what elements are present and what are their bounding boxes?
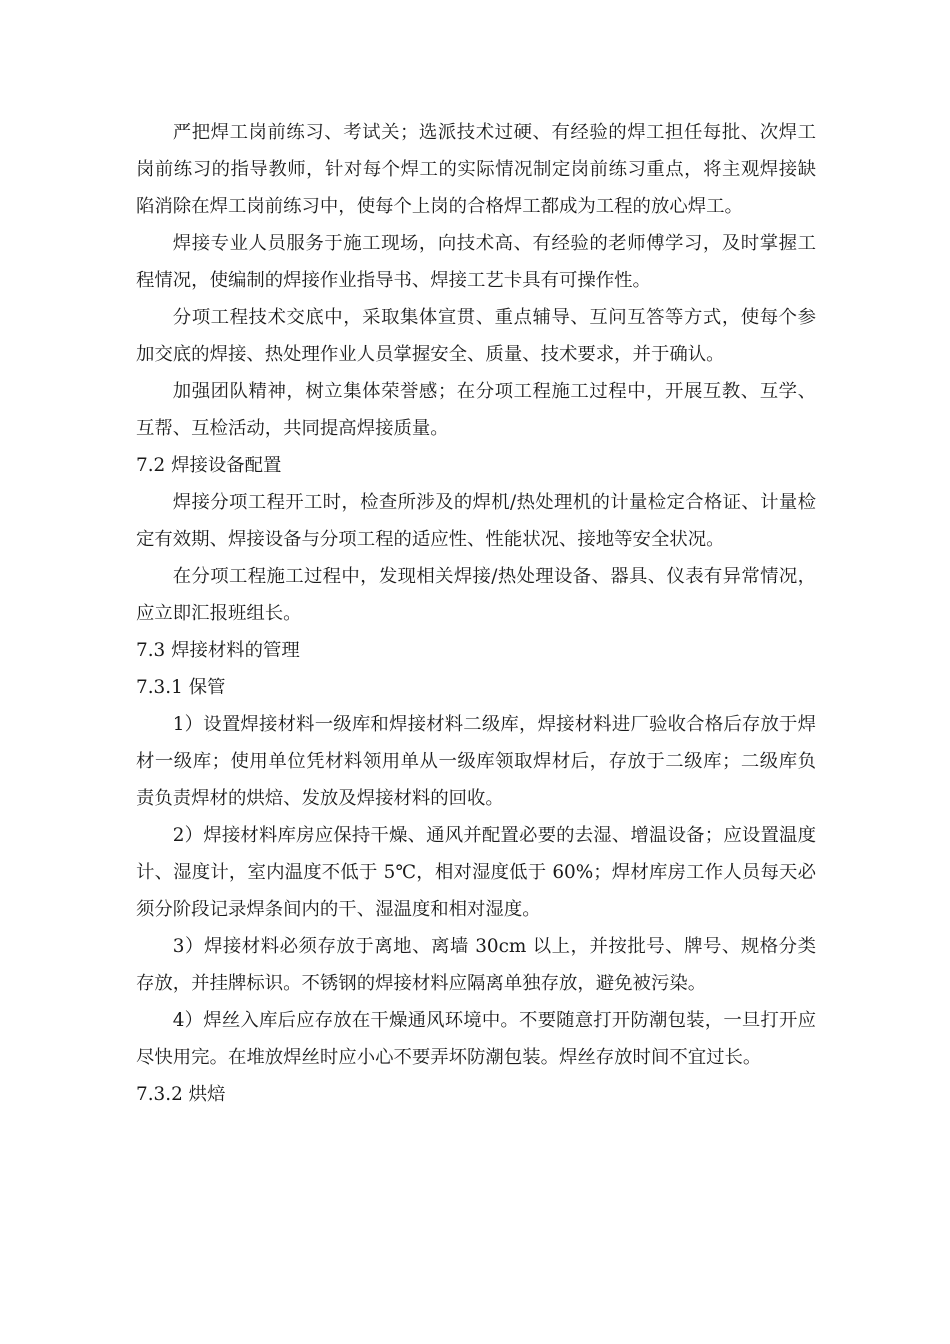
section-heading-7-2: 7.2 焊接设备配置 [136,455,282,476]
list-item-2-warehouse-conditions: 2）焊接材料库房应保持干燥、通风并配置必要的去湿、增温设备；应设置温度计、湿度计，室内温度不低于 5℃，相对湿度低于 60%；焊材库房工作人员每天必须分阶段记录焊条间内的干、湿温度和相对湿度。 [136,825,816,920]
paragraph-technical-briefing: 分项工程技术交底中，采取集体宣贯、重点辅导、互问互答等方式，使每个参加交底的焊接、热处理作业人员掌握安全、质量、技术要求，并于确认。 [136,307,816,365]
paragraph-equipment-abnormal: 在分项工程施工过程中，发现相关焊接/热处理设备、器具、仪表有异常情况，应立即汇报班组长。 [136,566,816,624]
list-item-3-storage-placement: 3）焊接材料必须存放于离地、离墙 30cm 以上，并按批号、牌号、规格分类存放，并挂牌标识。不锈钢的焊接材料应隔离单独存放，避免被污染。 [136,936,816,994]
subsection-heading-7-3-2: 7.3.2 烘焙 [136,1084,226,1105]
section-heading-7-3: 7.3 焊接材料的管理 [136,640,300,661]
list-item-4-wire-storage: 4）焊丝入库后应存放在干燥通风环境中。不要随意打开防潮包装，一旦打开应尽快用完。在堆放焊丝时应小心不要弄坏防潮包装。焊丝存放时间不宜过长。 [136,1010,816,1068]
paragraph-team-spirit: 加强团队精神，树立集体荣誉感；在分项工程施工过程中，开展互教、互学、互帮、互检活动，共同提高焊接质量。 [136,381,816,439]
subsection-heading-7-3-1: 7.3.1 保管 [136,677,226,698]
list-item-1-storage-levels: 1）设置焊接材料一级库和焊接材料二级库，焊接材料进厂验收合格后存放于焊材一级库；使用单位凭材料领用单从一级库领取焊材后，存放于二级库；二级库负责负责焊材的烘焙、发放及焊接材料的回收。 [136,714,816,809]
document-page [136,114,816,1113]
paragraph-equipment-inspection: 焊接分项工程开工时，检查所涉及的焊机/热处理机的计量检定合格证、计量检定有效期、焊接设备与分项工程的适应性、性能状况、接地等安全状况。 [136,492,816,550]
paragraph-welder-training: 严把焊工岗前练习、考试关；选派技术过硬、有经验的焊工担任每批、次焊工岗前练习的指导教师，针对每个焊工的实际情况制定岗前练习重点，将主观焊接缺陷消除在焊工岗前练习中，使每个上岗的合格焊工都成为工程的放心焊工。 [136,122,816,217]
paragraph-welding-staff-service: 焊接专业人员服务于施工现场，向技术高、有经验的老师傅学习，及时掌握工程情况，使编制的焊接作业指导书、焊接工艺卡具有可操作性。 [136,233,816,291]
